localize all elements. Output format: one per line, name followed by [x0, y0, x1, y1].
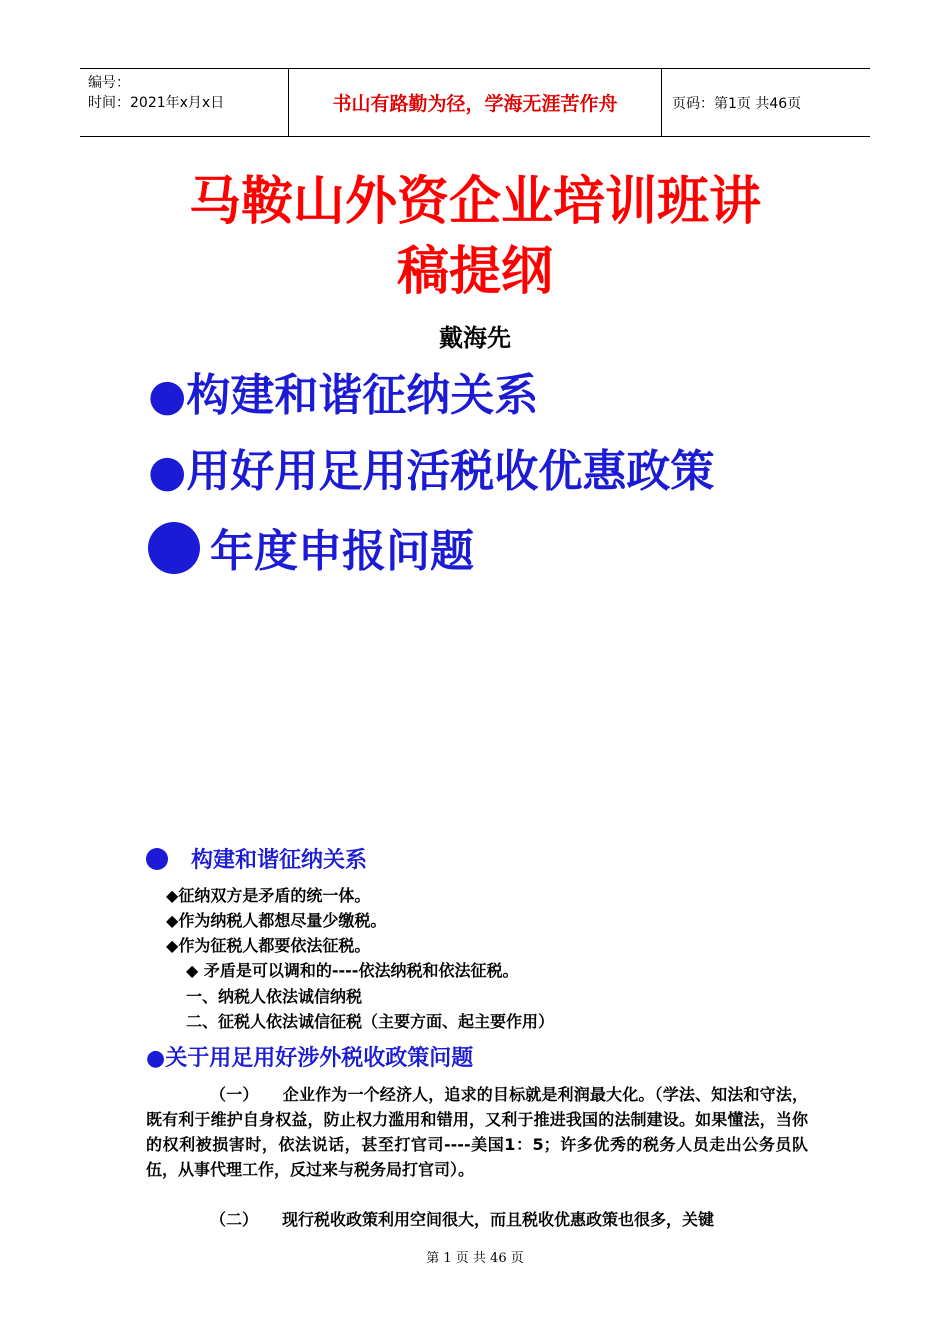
outline-item-2: ●用好用足用活税收优惠政策 [148, 446, 715, 497]
diamond-icon: ◆ [166, 911, 179, 930]
header-motto: 书山有路勤为径，学海无涯苦作舟 [288, 69, 662, 136]
number-label: 编号： [88, 75, 130, 91]
page-footer: 第 1 页 共 46 页 [426, 1251, 524, 1266]
section-1-item-2: 二、征税人依法诚信征税（主要方面、起主要作用） [186, 1012, 555, 1031]
section-1-bullet-1: ◆征纳双方是矛盾的统一体。 [166, 886, 371, 905]
section-2-paragraph-1: （一） 企业作为一个经济人，追求的目标就是利润最大化。（学法、知法和守法，既有利于维护自身权益，防止权力滥用和错用，又利于推进我国的法制建设。如果懂法，当你的权利被损害时，依法说话，甚至打官司----美国1：5；许多优秀的税务人员走出公务员队伍，从事代理工作，反过来与税务局打官司）。 [146, 1085, 808, 1179]
header-page-info: 页码：第1页 共46页 [672, 95, 802, 112]
section-1-bullet-3: ◆作为征税人都要依法征税。 [166, 936, 371, 955]
section-1-bullet-2: ◆作为纳税人都想尽量少缴税。 [166, 911, 387, 930]
author: 戴海先 [439, 324, 511, 352]
section-1-item-1: 一、纳税人依法诚信纳税 [186, 987, 363, 1006]
time-label: 时间：2021年x月x日 [88, 95, 225, 111]
diamond-icon: ◆ [166, 886, 179, 905]
header-table [80, 68, 870, 137]
outline-item-3-text: 年度申报问题 [210, 526, 474, 577]
section-1-note: ◆ 矛盾是可以调和的----依法纳税和依法征税。 [186, 961, 519, 980]
title-line-2: 稿提纲 [396, 242, 553, 302]
diamond-icon: ◆ [166, 936, 179, 955]
outline-item-3 [148, 522, 474, 580]
outline-item-1: ●构建和谐征纳关系 [148, 370, 539, 421]
header-meta [80, 69, 288, 136]
title-line-1: 马鞍山外资企业培训班讲 [188, 172, 761, 232]
section-2-heading: ●关于用足用好涉外税收政策问题 [146, 1046, 474, 1071]
section-1-heading [146, 843, 367, 874]
section-2-paragraph-2: （二） 现行税收政策利用空间很大，而且税收优惠政策也很多，关键 [210, 1210, 715, 1229]
bullet-dot-icon [148, 522, 200, 574]
section-1-heading-text: 构建和谐征纳关系 [190, 848, 367, 873]
bullet-dot-icon [146, 848, 168, 870]
